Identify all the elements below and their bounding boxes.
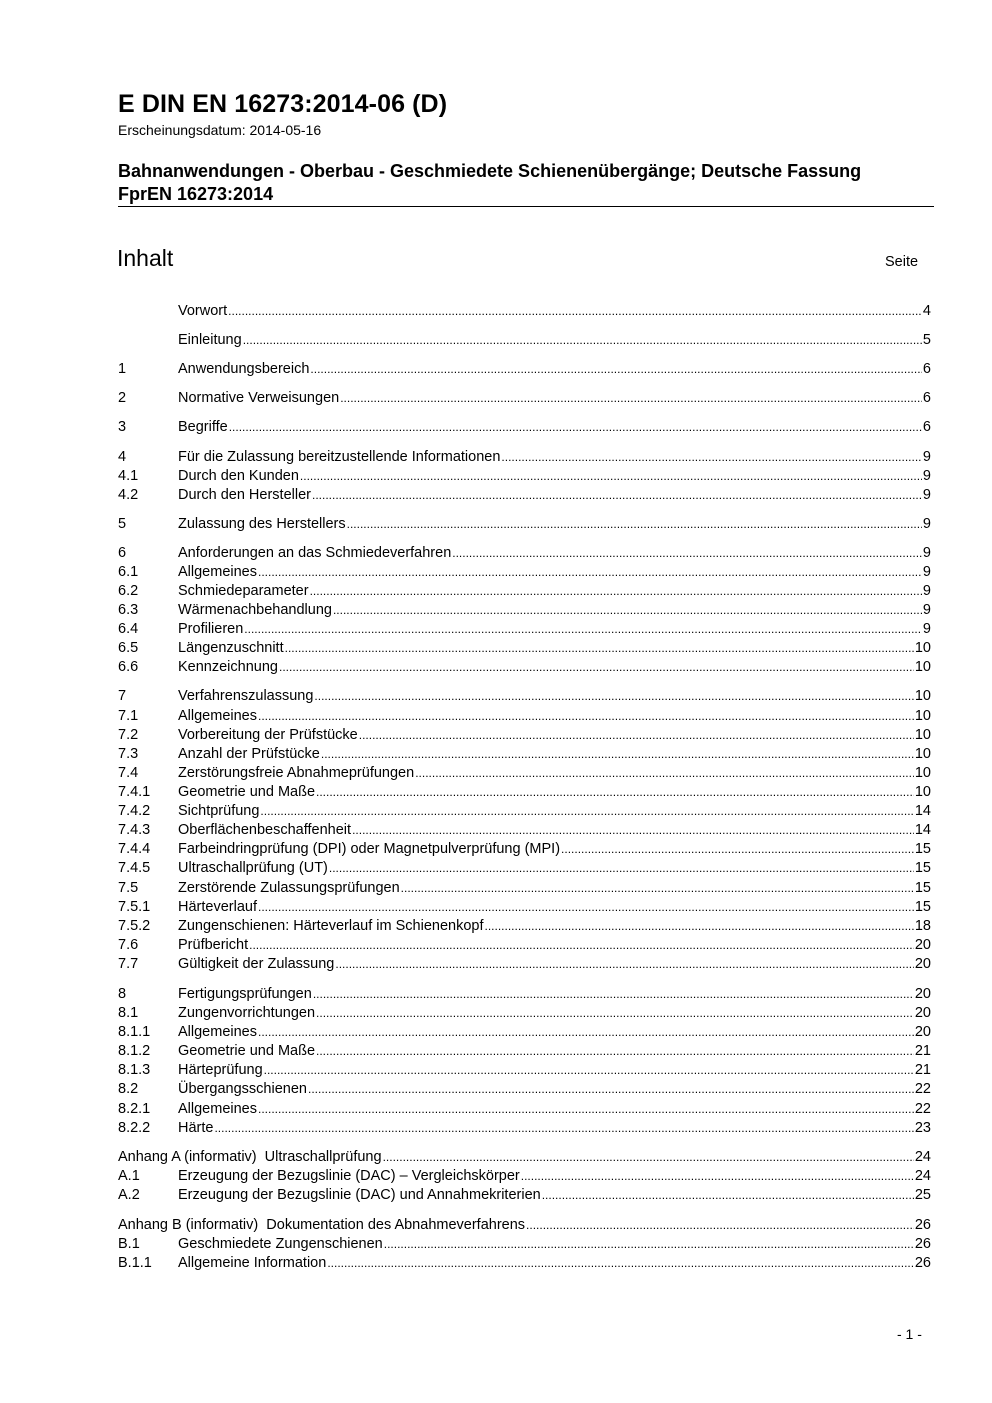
toc-entry-page: 9 — [922, 449, 931, 465]
toc-entry-title: Anhang A (informativ) Ultraschallprüfung — [118, 1149, 382, 1165]
toc-entry[interactable] — [118, 1148, 931, 1167]
toc-entry-title: Allgemeine Information — [178, 1255, 327, 1271]
toc-entry-title: Härteverlauf — [178, 899, 257, 915]
toc-entry-page: 26 — [914, 1255, 931, 1271]
toc-entry-page: 10 — [914, 765, 931, 781]
toc-entry-title: Begriffe — [178, 419, 228, 435]
toc-entry-number: 7.4.2 — [118, 803, 151, 819]
toc-entry-number: 7.4.4 — [118, 841, 151, 857]
toc-entry[interactable] — [118, 389, 931, 408]
toc-entry-page: 15 — [914, 899, 931, 915]
toc-entry-title: Erzeugung der Bezugslinie (DAC) – Vergleichskörper — [178, 1168, 520, 1184]
toc-entry-page: 14 — [914, 803, 931, 819]
toc-entry[interactable] — [118, 360, 931, 379]
toc-entry-title: Verfahrenszulassung — [178, 688, 314, 704]
toc-entry-title: Allgemeines — [178, 1101, 257, 1117]
toc-leader-dots — [321, 745, 914, 764]
toc-entry-title: Längenzuschnitt — [178, 640, 284, 656]
toc-entry[interactable] — [118, 639, 931, 658]
toc-entry[interactable] — [118, 544, 931, 563]
toc-entry-page: 6 — [922, 419, 931, 435]
toc-entry[interactable] — [118, 418, 931, 437]
toc-leader-dots — [313, 985, 914, 1004]
toc-entry-title: Geometrie und Maße — [178, 1043, 316, 1059]
toc-leader-dots — [300, 467, 922, 486]
toc-entry-number: 2 — [118, 390, 127, 406]
toc-entry-title: Zerstörungsfreie Abnahmeprüfungen — [178, 765, 415, 781]
toc-entry[interactable] — [118, 467, 931, 486]
toc-entry[interactable] — [118, 917, 931, 936]
toc-entry-number: 7.3 — [118, 746, 139, 762]
toc-leader-dots — [561, 840, 914, 859]
toc-entry-number: 6.1 — [118, 564, 139, 580]
toc-leader-dots — [258, 707, 914, 726]
toc-leader-dots — [526, 1216, 914, 1235]
toc-entry-number: 6.6 — [118, 659, 139, 675]
toc-leader-dots — [327, 1254, 914, 1273]
toc-entry-number: 7.2 — [118, 727, 139, 743]
toc-entry-number: 8.1.1 — [118, 1024, 151, 1040]
toc-entry[interactable] — [118, 707, 931, 726]
toc-entry-page: 9 — [922, 545, 931, 561]
toc-entry-title: Geometrie und Maße — [178, 784, 316, 800]
toc-entry-number: B.1.1 — [118, 1255, 152, 1271]
toc-entry-number: 7.4.1 — [118, 784, 151, 800]
toc-leader-dots — [316, 783, 914, 802]
toc-entry[interactable] — [118, 936, 931, 955]
toc-entry[interactable] — [118, 582, 931, 601]
toc-leader-dots — [258, 563, 922, 582]
toc-entry-number: 8.1.3 — [118, 1062, 151, 1078]
toc-entry-page: 10 — [914, 688, 931, 704]
toc-entry[interactable] — [118, 687, 931, 706]
toc-entry-title: Ultraschallprüfung (UT) — [178, 860, 328, 876]
toc-entry-number: 7.5.1 — [118, 899, 151, 915]
toc-entry-title: Härteprüfung — [178, 1062, 263, 1078]
toc-entry-number: 8.2.1 — [118, 1101, 151, 1117]
toc-entry-title: Gültigkeit der Zulassung — [178, 956, 335, 972]
toc-entry[interactable] — [118, 898, 931, 917]
toc-entry-page: 10 — [914, 708, 931, 724]
toc-entry-title: Übergangsschienen — [178, 1081, 307, 1097]
toc-entry[interactable] — [118, 1042, 931, 1061]
toc-entry-page: 9 — [922, 468, 931, 484]
toc-entry-title: Anhang B (informativ) Dokumentation des Abnahmeverfahrens — [118, 1217, 526, 1233]
toc-leader-dots — [347, 515, 922, 534]
document-title: Bahnanwendungen - Oberbau - Geschmiedete Schienenübergänge; Deutsche Fassung FprEN 16273:2014 — [118, 161, 862, 204]
toc-leader-dots — [452, 544, 922, 563]
toc-entry-page: 9 — [922, 602, 931, 618]
toc-entry-title: Wärmenachbehandlung — [178, 602, 332, 618]
toc-entry[interactable] — [118, 879, 931, 898]
toc-entry-page: 26 — [914, 1217, 931, 1233]
toc-entry-title: Erzeugung der Bezugslinie (DAC) und Annahmekriterien — [178, 1187, 541, 1203]
toc-entry-page: 22 — [914, 1101, 931, 1117]
toc-entry-title: Durch den Kunden — [178, 468, 299, 484]
toc-entry-page: 24 — [914, 1149, 931, 1165]
title-divider — [118, 206, 934, 207]
toc-entry-page: 20 — [914, 986, 931, 1002]
toc-entry-page: 20 — [914, 937, 931, 953]
toc-entry[interactable] — [118, 1167, 931, 1186]
toc-entry-title: Härte — [178, 1120, 214, 1136]
toc-entry-page: 6 — [922, 361, 931, 377]
toc-entry[interactable] — [118, 331, 931, 350]
toc-entry[interactable] — [118, 1216, 931, 1235]
toc-leader-dots — [258, 898, 914, 917]
toc-entry-title: Zerstörende Zulassungsprüfungen — [178, 880, 400, 896]
toc-entry-page: 10 — [914, 784, 931, 800]
page-number: - 1 - — [897, 1326, 922, 1342]
toc-entry[interactable] — [118, 1186, 931, 1205]
toc-leader-dots — [228, 302, 922, 321]
toc-entry-number: A.2 — [118, 1187, 140, 1203]
toc-entry-number: 7.4.3 — [118, 822, 151, 838]
toc-entry-title: Vorwort — [178, 303, 228, 319]
toc-entry-page: 21 — [914, 1062, 931, 1078]
toc-entry-number: 6.2 — [118, 583, 139, 599]
toc-entry[interactable] — [118, 1119, 931, 1138]
toc-leader-dots — [264, 1061, 914, 1080]
toc-entry-number: B.1 — [118, 1236, 140, 1252]
toc-entry-page: 26 — [914, 1236, 931, 1252]
toc-page-column-label: Seite — [885, 254, 919, 270]
toc-entry[interactable] — [118, 726, 931, 745]
toc-entry[interactable] — [118, 840, 931, 859]
toc-entry-number: 7.5.2 — [118, 918, 151, 934]
toc-entry-page: 15 — [914, 841, 931, 857]
toc-entry-page: 15 — [914, 880, 931, 896]
toc-entry[interactable] — [118, 448, 931, 467]
toc-entry-number: 7.7 — [118, 956, 139, 972]
toc-leader-dots — [314, 687, 913, 706]
toc-entry-number: 6.5 — [118, 640, 139, 656]
toc-entry-number: 6.4 — [118, 621, 139, 637]
toc-entry-page: 21 — [914, 1043, 931, 1059]
toc-entry-page: 5 — [922, 332, 931, 348]
toc-leader-dots — [310, 582, 922, 601]
toc-entry-title: Allgemeines — [178, 564, 257, 580]
toc-entry-number: 3 — [118, 419, 127, 435]
toc-entry[interactable] — [118, 955, 931, 974]
toc-entry-number: 7.4 — [118, 765, 139, 781]
toc-entry-page: 9 — [922, 516, 931, 532]
toc-entry-page: 4 — [922, 303, 931, 319]
toc-entry-page: 6 — [922, 390, 931, 406]
toc-entry-number: 4.1 — [118, 468, 139, 484]
toc-entry-number: 1 — [118, 361, 127, 377]
toc-entry[interactable] — [118, 783, 931, 802]
toc-entry-page: 20 — [914, 956, 931, 972]
toc-entry[interactable] — [118, 1061, 931, 1080]
toc-entry-number: 7.6 — [118, 937, 139, 953]
toc-entry-number: 7.4.5 — [118, 860, 151, 876]
toc-leader-dots — [244, 620, 922, 639]
toc-leader-dots — [249, 936, 914, 955]
toc-entry-title: Allgemeines — [178, 1024, 257, 1040]
toc-entry-number: 7.1 — [118, 708, 139, 724]
toc-leader-dots — [484, 917, 913, 936]
toc-entry-number: 6.3 — [118, 602, 139, 618]
toc-leader-dots — [383, 1148, 914, 1167]
toc-entry-page: 23 — [914, 1120, 931, 1136]
toc-entry-page: 10 — [914, 640, 931, 656]
toc-leader-dots — [310, 360, 922, 379]
toc-entry-page: 20 — [914, 1024, 931, 1040]
toc-entry-title: Profilieren — [178, 621, 244, 637]
toc-leader-dots — [384, 1235, 914, 1254]
toc-entry-number: 8.2 — [118, 1081, 139, 1097]
toc-entry-title: Farbeindringprüfung (DPI) oder Magnetpulverprüfung (MPI) — [178, 841, 561, 857]
toc-leader-dots — [316, 1042, 914, 1061]
toc-entry[interactable] — [118, 764, 931, 783]
toc-entry-title: Für die Zulassung bereitzustellende Informationen — [178, 449, 501, 465]
toc-entry-page: 14 — [914, 822, 931, 838]
toc-entry-number: 7 — [118, 688, 127, 704]
toc-entry-title: Zungenschienen: Härteverlauf im Schienenkopf — [178, 918, 484, 934]
toc-entry[interactable] — [118, 620, 931, 639]
toc-entry[interactable] — [118, 1080, 931, 1099]
toc-entry-number: 4 — [118, 449, 127, 465]
toc-leader-dots — [258, 1023, 914, 1042]
toc-leader-dots — [542, 1186, 914, 1205]
toc-entry[interactable] — [118, 1235, 931, 1254]
toc-entry-page: 9 — [922, 564, 931, 580]
toc-entry[interactable] — [118, 601, 931, 620]
toc-entry-number: 7.5 — [118, 880, 139, 896]
toc-entry[interactable] — [118, 302, 931, 321]
toc-entry-page: 22 — [914, 1081, 931, 1097]
toc-entry-title: Anforderungen an das Schmiedeverfahren — [178, 545, 452, 561]
toc-entry-title: Durch den Hersteller — [178, 487, 311, 503]
toc-entry-title: Zungenvorrichtungen — [178, 1005, 316, 1021]
toc-entry-page: 10 — [914, 659, 931, 675]
toc-entry-title: Sichtprüfung — [178, 803, 260, 819]
toc-entry-title: Normative Verweisungen — [178, 390, 340, 406]
toc-entry[interactable] — [118, 1100, 931, 1119]
toc-entry-number: 5 — [118, 516, 127, 532]
toc-entry-title: Oberflächenbeschaffenheit — [178, 822, 352, 838]
toc-leader-dots — [308, 1080, 914, 1099]
toc-entry[interactable] — [118, 1023, 931, 1042]
toc-leader-dots — [352, 821, 914, 840]
toc-leader-dots — [333, 601, 922, 620]
toc-entry-title: Geschmiedete Zungenschienen — [178, 1236, 383, 1252]
publication-date: Erscheinungsdatum: 2014-05-16 — [118, 122, 322, 138]
toc-leader-dots — [285, 639, 914, 658]
toc-leader-dots — [316, 1004, 914, 1023]
toc-leader-dots — [243, 331, 922, 350]
toc-entry-title: Anwendungsbereich — [178, 361, 310, 377]
toc-leader-dots — [214, 1119, 913, 1138]
toc-entry[interactable] — [118, 486, 931, 505]
toc-leader-dots — [258, 1100, 914, 1119]
toc-entry[interactable] — [118, 515, 931, 534]
toc-entry-number: 4.2 — [118, 487, 139, 503]
toc-entry-page: 10 — [914, 746, 931, 762]
toc-entry[interactable] — [118, 1004, 931, 1023]
toc-leader-dots — [312, 486, 922, 505]
toc-heading: Inhalt — [117, 245, 174, 271]
toc-leader-dots — [415, 764, 914, 783]
toc-leader-dots — [260, 802, 913, 821]
toc-entry-number: 8 — [118, 986, 127, 1002]
toc-leader-dots — [229, 418, 922, 437]
toc-entry-title: Anzahl der Prüfstücke — [178, 746, 320, 762]
toc-leader-dots — [501, 448, 922, 467]
toc-entry-page: 15 — [914, 860, 931, 876]
toc-entry-page: 9 — [922, 621, 931, 637]
toc-entry-title: Prüfbericht — [178, 937, 249, 953]
toc-entry-title: Allgemeines — [178, 708, 257, 724]
toc-entry-page: 10 — [914, 727, 931, 743]
toc-leader-dots — [279, 658, 914, 677]
toc-entry[interactable] — [118, 821, 931, 840]
toc-entry-title: Zulassung des Herstellers — [178, 516, 346, 532]
toc-leader-dots — [359, 726, 914, 745]
toc-entry-title: Einleitung — [178, 332, 242, 348]
toc-entry[interactable] — [118, 658, 931, 677]
toc-entry-title: Vorbereitung der Prüfstücke — [178, 727, 358, 743]
toc-entry-title: Fertigungsprüfungen — [178, 986, 312, 1002]
toc-entry-number: A.1 — [118, 1168, 140, 1184]
toc-entry[interactable] — [118, 745, 931, 764]
toc-entry[interactable] — [118, 563, 931, 582]
toc-entry-number: 8.1 — [118, 1005, 139, 1021]
toc-leader-dots — [521, 1167, 914, 1186]
toc-leader-dots — [340, 389, 922, 408]
toc-entry-page: 20 — [914, 1005, 931, 1021]
toc-entry[interactable] — [118, 985, 931, 1004]
toc-entry-page: 9 — [922, 583, 931, 599]
toc-entry[interactable] — [118, 1254, 931, 1273]
toc-entry-page: 18 — [914, 918, 931, 934]
toc-entry[interactable] — [118, 859, 931, 878]
toc-entry-number: 8.2.2 — [118, 1120, 151, 1136]
toc-entry-page: 24 — [914, 1168, 931, 1184]
toc-entry-title: Kennzeichnung — [178, 659, 278, 675]
toc-entry-title: Schmiedeparameter — [178, 583, 309, 599]
toc-entry-number: 6 — [118, 545, 127, 561]
toc-entry-number: 8.1.2 — [118, 1043, 151, 1059]
toc-leader-dots — [335, 955, 914, 974]
toc-leader-dots — [329, 859, 914, 878]
toc-leader-dots — [401, 879, 914, 898]
document-id: E DIN EN 16273:2014-06 (D) — [118, 90, 448, 118]
toc-entry-page: 25 — [914, 1187, 931, 1203]
toc-entry[interactable] — [118, 802, 931, 821]
toc-entry-page: 9 — [922, 487, 931, 503]
